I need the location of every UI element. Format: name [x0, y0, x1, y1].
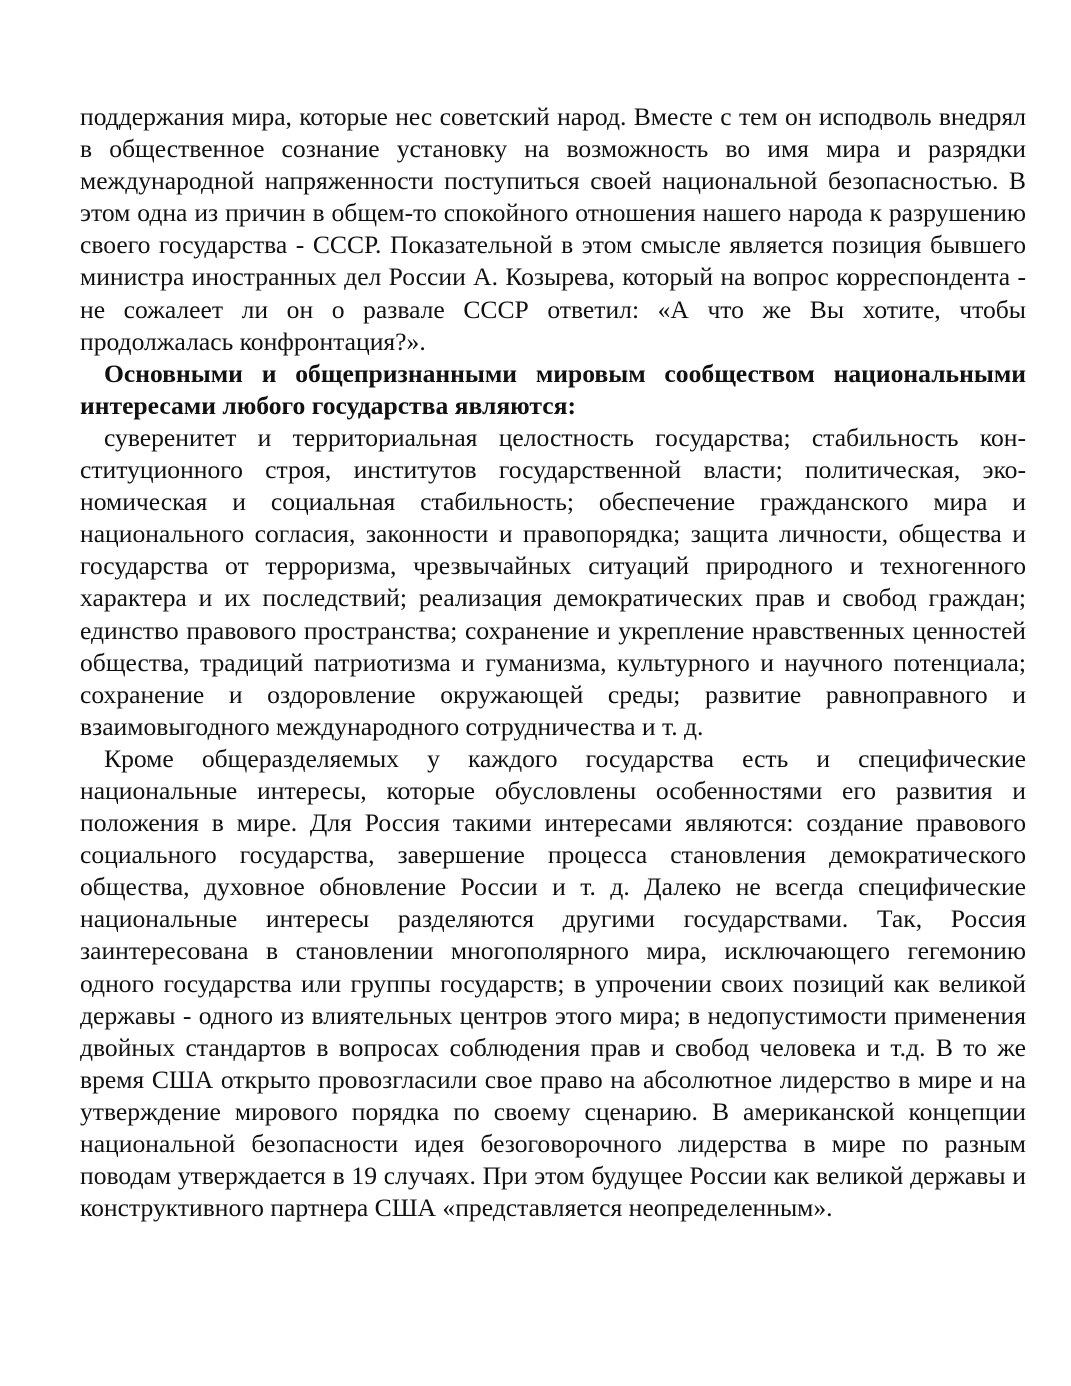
- paragraph-interests-list: суверенитет и территориальная целостность государства; стабильность конституционного строя, институтов государственной власти; политическая, экономическая и социальная стабильность; обеспечение гражданского мира и национального согласия, законности и правопорядка; защита личности, общества и государства от терроризма, чрезвычайных ситуаций природного и техногенного характера и их последствий; реализация демократических прав и свобод граждан; единство правового пространства; сохранение и укрепление нравственных ценностей общества, традиций патриотизма и гуманизма, культурного и научного потенциала; сохранение и оздоровление окружающей среды; развитие равноправного и взаимовыгодного международного сотрудничества и т. д.: [80, 422, 1026, 741]
- bold-lead-paragraph: Основными и общепризнанными мировым сообществом национальными интересами любого государства являются:: [80, 358, 1026, 420]
- paragraph-specific-interests: Кроме общеразделяемых у каждого государства есть и специфические национальные интересы, которые обусловлены особенностями его развития и положения в мире. Для Россия такими интересами являются: создание правового социального государства, завершение процесса становления демократического общества, духовное обновление России и т. д. Далеко не всегда специфические национальные интересы разделяются другими государствами. Так, Россия заинтересована в становлении многополярного мира, исключающего гегемонию одного государства или группы государств; в упрочении своих позиций как великой державы - одного из влиятельных центров этого мира; в недопустимости применения двойных стандартов в вопросах соблюдения прав и свобод человека и т.д. В то же время США открыто провозгласили свое право на абсолютное лидерство в мире и на утверждение мирового порядка по своему сценарию. В американской концепции национальной безопасности идея безоговорочного лидерства в мире по разным поводам утверждается в 19 случаях. При этом будущее России как великой державы и конструктивного партнера США «представляется неопределенным».: [80, 743, 1026, 1223]
- paragraph-continuation: поддержания мира, которые нес советский народ. Вместе с тем он исподволь внедрял в общественное сознание установку на возможность во имя мира и разрядки международной напряженности поступиться своей национальной безопасностью. В этом одна из причин в общем-то спокойного отношения нашего народа к разрушению своего государства - СССР. Показательной в этом смысле является позиция бывшего министра иностранных дел России А. Козырева, который на вопрос корреспондента - не сожалеет ли он о развале СССР ответил: «А что же Вы хотите, чтобы продолжалась конфронтация?».: [80, 102, 1026, 356]
- document-page: [80, 101, 1026, 1224]
